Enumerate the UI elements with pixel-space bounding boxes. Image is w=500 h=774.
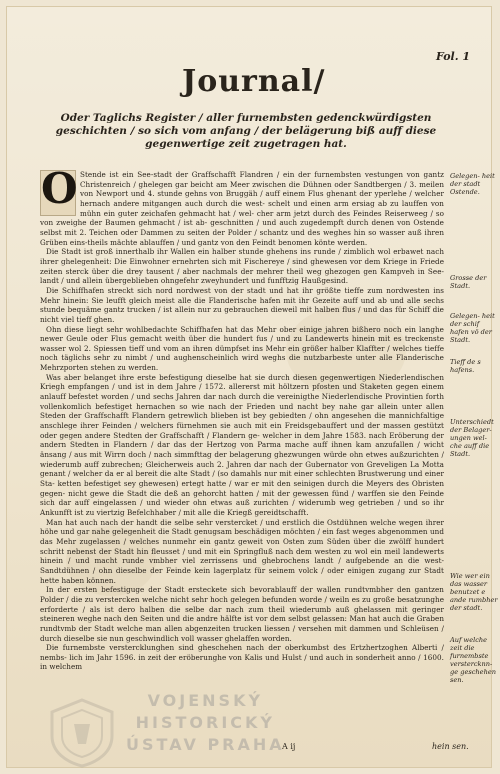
- paragraph-1: [40, 164, 444, 247]
- folio-number: Fol. 1: [436, 50, 471, 63]
- watermark-line: ÚSTAV PRAHA: [126, 735, 285, 754]
- margin-note: Tieff de s hafens.: [450, 358, 481, 374]
- paragraph-7: In der ersten befestiguge der Stadt ersteckete sich bevorablauff der wallen rundtvmbher den gantzen Polder / die zu verstercken welche nicht sehr hoch gelegen befunden worde / weiln es zu große besatzunghe erforderte / als ist dero halben die selbe dar nach zum theil wiederumb auß ghelassen mit geringer steineren weghe nach den Seiten und die andre hälfte ist vor dem selbst gelassen: Man hat auch die Graben rundtvmb der Stadt welche man allen abgenzeiten trucken liessen / versehen mit dammen und Schleüsen / durch dieselbe sie nun geschwindlich voll wasser ghelaffen worden.: [40, 585, 444, 643]
- archive-watermark-text: [126, 690, 285, 756]
- paragraph-8: Die furnembste verstercklunghen sind gheschehen nach der oberkumbst des Ertzhertzoghen Alberti / nembs- lich im Jahr 1596. in zeit der eröberunghe von Kalis und Hulst / und auch in sonderheit anno / 1600. in welchem: [40, 643, 444, 672]
- watermark-line: HISTORICKÝ: [135, 713, 276, 732]
- catchword-next: hein sen.: [432, 742, 469, 751]
- watermark-line: VOJENSKÝ: [147, 691, 264, 710]
- catchword: A ij: [282, 742, 296, 751]
- page-title: Journal/: [182, 64, 326, 99]
- paragraph-2: Die Stadt ist groß innerthalb ihr Wallen ein halber stunde ghehens ins runde / zimblich wol erbawet nach ihrer ghelegenheit: Die Einwohner ernehrten sich mit Fischereye / sind ghewesen vor dem Kriege in Friede zeiten sterck über die drey tausent / aber nachmals der mehrer theil weg ghezogen gen Kampveh in See-landt / und allein übergeblieben ohngefehr zweyhundert und funfftzig Haußgesind.: [40, 247, 444, 286]
- paragraph-5: Was aber belanget ihre erste befestigung dieselbe hat sie durch diesen gegenwertigen Niederlendischen Kriegh empfangen / und ist in dem Jahre / 1572. allererst mit höltzern pfosten und Staketen gegen einem anlauff befestet worden / und sechs Jahren dar nach durch die vereinigthe Niederlendische Provintien forth vollenkomlich befestiget hernachen so wie nach der Frieden und nacht bey nahe gar allein unter allen Steden der Graffschafft Flandern getrewlich blieben ist bey gebiedten / ohn angesehen die mannichfaltige anschlege ihrer Feinden / welchers fürnehmen sie auch mit ein Freidsgebauffert und der massen gestützt oder gegen andere Stedten der Graffschafft / Flandern ge- welcher in dem Jahre 1583. nach Eröberung der andern Stedten in Flandern / dar das der Hertzog von Parma mache auff ihnen kam anzufallen / wicht änsang / aus mit Wirrn doch / nach simmfttag der belagerung ghezwungen würde ohn etwes außzurichten / wiederumb auff zubrechen; Gleicherweis auch 2. Jahren dar nach der Gubernator von Greveligen La Motta genant / welcher da er al bereit die alte Stadt / (so damahls nur mit einer schlechten Brustwerung und einer Sta- ketten befestiget sey ghewesen) ertegt hatte / war er mit den seinigen durch die Meyers des Obristen gegen- nicht gewe die Stadt die deß an gehorcht hatten / mit der gewessen fünd / warffen sie den Feinde sich dar auff eingelassen / und wieder ohn etwas auß zurichten / widerumb weg getrieben / und so ihr Ankunfft ist zu viertzig Befelchhaber / mit alle die Kriegß gereidtschafft.: [40, 372, 444, 517]
- margin-note: Gelegen- heit der schif hafen vö der Stadt.: [450, 312, 495, 344]
- margin-note: Unterschiedt der Belager- ungen wel- che auff die Stadt.: [450, 418, 494, 458]
- archive-seal-watermark: [46, 696, 118, 768]
- margin-note: Wie wer ein das wasser benutzet e ande rumbher der stadt.: [450, 572, 498, 612]
- body-text: [40, 164, 444, 672]
- margin-note: Gelegen- heit der stadt Ostende.: [450, 172, 495, 196]
- paragraph-4: Ohn diese liegt sehr wohlbedachte Schiffhafen hat das Mehr ober einige jahren bißhero noch ein langhe newer Geule oder Flus gemacht weith über die hundert fus / und zu Landewerts hinein mit es treckenste wasser wol 2. Spiessen tieff und vom an ihren dümpfset ins Mehr ein größer halber Klaffter / welches tieffe noch täglichs sehr zu nimbt / und aughenscheinlich wird weghs die nutzbarbeste unter alle Flanderische Mehrzporten stehen zu werden.: [40, 324, 444, 373]
- paragraph-text: Stende ist ein See-stadt der Graffschafft Flandren / ein der furnembsten vestungen von gantz Christenreich / ghelegen gar beicht am Meer zwischen die Dühnen oder Sandtbergen / 3. meilen von Newport und 4. stunde gehns von Bruggäh / auff einem Flus ghenant der yperlehe / welcher hernach andere mitgangen auch durch die west- schelt und einen arm ersiag ab zu lauffen von mühn ein guter zeichafen gehmacht hat / wel- cher arm jetzt durch des Feindes Reiserweeg / so von zweighe der Baumen gehmacht / ist ab- geschnitten / und auch zugedempft durch denen von Ostende selbst mit 2. Teichen oder Dammen zu seiten der Polder / schantz und des weghes hin so wasser auß ihren Grüben eins-theils mächte ablauffen / und gantz von den Feindt benomen könte werden.: [40, 170, 444, 247]
- drop-cap-initial: O: [40, 170, 76, 216]
- document-page: [6, 6, 498, 768]
- page-subtitle: Oder Taglichs Register / aller furnembsten gedenckwürdigsten geschichten / so sich vom anfang / der belägerung biß auff diese gegenwertige zeit zugetragen hat.: [55, 112, 437, 150]
- margin-note: Grosse der Stadt.: [450, 274, 487, 290]
- paragraph-3: Die Schiffhafen streckt sich nord nordwest von der stadt und hat ihr größte tieffe zum nordwesten ins Mehr hinein: Sie leufft gleich meist alle die Flanderische hafen mit ihr Gezeite auff und ab und alle sechs stunde bequäme gantz trucken / ist allein nur zu gebrauchen dieweil mit halben flus / und das für Schiff die nicht viel tieff ghen.: [40, 285, 444, 324]
- paragraph-6: Man hat auch nach der handt die selbe sehr verstercket / und erstlich die Ostdühnen welche wegen ihrer höhe und gar nahe gelegenheit die Stadt genugsam beschädigen möchten / ein fast weges abgenommen und das Mehr zugelassen / welches nunmehr ein gantz geweit von Osten zum Süden über die zwölff hundert schritt nebenst der Stadt hin fleusset / und mit ein Springfluß nach dem westen zu wol ein meil landewerts hinein / und macht runde vmbher viel zerrissens und ghebrochens landt / aufgebende an die west-Sandtdühnen / ohn dieselbe der Feinde kein lagerplatz für seinem volck / oder einigen zugang zur Stadt hette haben können.: [40, 517, 444, 585]
- margin-note: Auf welche zeit die furnembste verstercknn- ge geschehen sen.: [450, 636, 496, 684]
